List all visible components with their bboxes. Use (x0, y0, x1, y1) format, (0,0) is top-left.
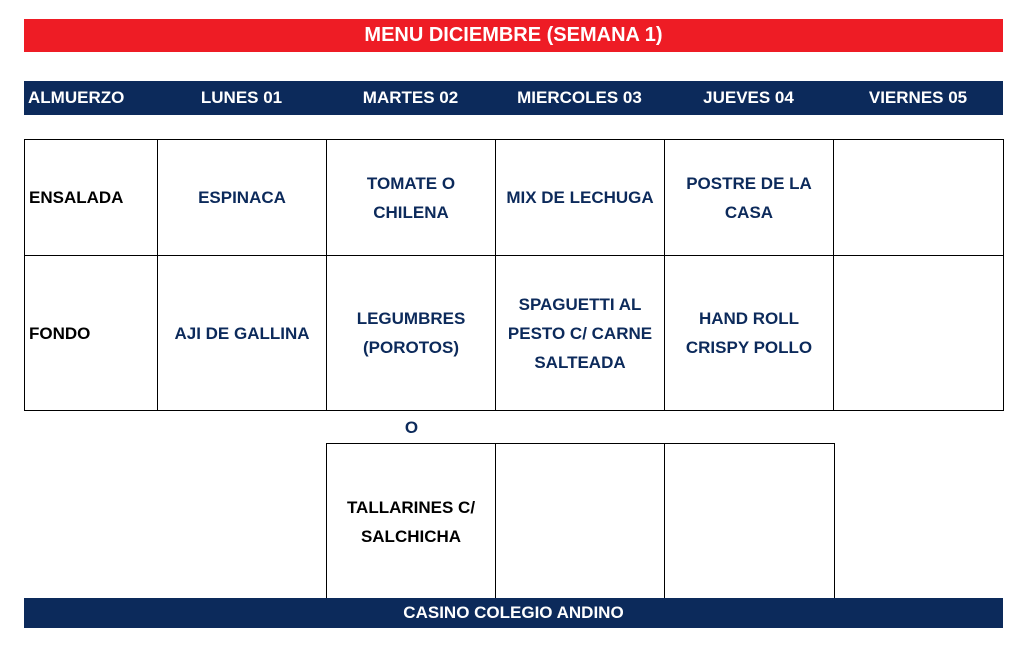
header-day-monday: LUNES 01 (200, 88, 283, 107)
alternative-table (326, 443, 835, 600)
alternative-row (327, 444, 835, 600)
alternative-cell: TALLARINES C/ SALCHICHA (327, 444, 496, 600)
header-almuerzo-label: ALMUERZO (28, 88, 125, 107)
menu-cell: SPAGUETTI AL PESTO C/ CARNE SALTEADA (496, 256, 665, 411)
row-label-ensalada: ENSALADA (25, 140, 158, 256)
menu-cell: LEGUMBRES (POROTOS) (327, 256, 496, 411)
alternative-cell (665, 444, 835, 600)
header-day-tuesday: MARTES 02 (362, 88, 459, 107)
menu-cell (834, 256, 1004, 411)
menu-row-fondo (25, 256, 1004, 411)
menu-cell: HAND ROLL CRISPY POLLO (665, 256, 834, 411)
menu-cell (834, 140, 1004, 256)
header-day-wednesday: MIERCOLES 03 (517, 88, 642, 107)
menu-cell: ESPINACA (158, 140, 327, 256)
menu-cell: AJI DE GALLINA (158, 256, 327, 411)
menu-cell: MIX DE LECHUGA (496, 140, 665, 256)
menu-row-ensalada (25, 140, 1004, 256)
menu-title: MENU DICIEMBRE (SEMANA 1) (24, 19, 1003, 52)
menu-cell: TOMATE O CHILENA (327, 140, 496, 256)
header-day-friday: VIERNES 05 (868, 88, 968, 107)
header-day-thursday: JUEVES 04 (703, 88, 794, 107)
row-label-fondo: FONDO (25, 256, 158, 411)
alternative-cell (496, 444, 665, 600)
alternative-separator: O (404, 418, 419, 437)
footer-bar: CASINO COLEGIO ANDINO (24, 598, 1003, 628)
menu-cell: POSTRE DE LA CASA (665, 140, 834, 256)
day-header-bar (24, 81, 1003, 115)
menu-table (24, 139, 1004, 411)
